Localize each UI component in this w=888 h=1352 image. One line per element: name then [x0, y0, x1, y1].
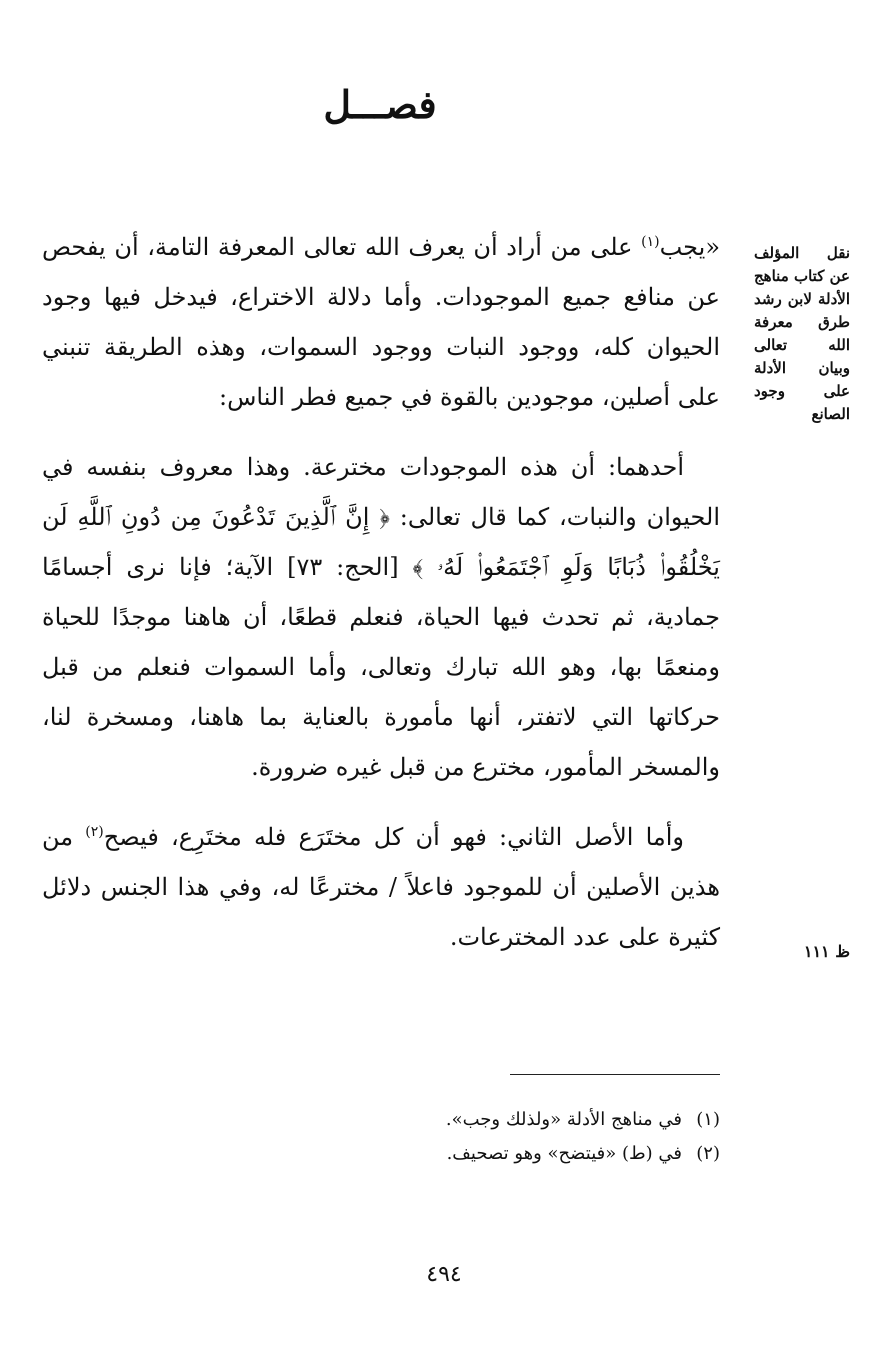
paragraph-1: «يجب$^{(١)}$ على من أراد أن يعرف الله تعالى المعرفة التامة، أن يفحص عن منافع جميع الموجودات. وأما دلالة الاختراع، فيدخل فيها وجود الحيوان كله، ووجود النبات ووجود السموات، وهذه الطريقة تنبني على أصلين، موجودين بالقوة في جميع فطر الناس:	[42, 233, 720, 411]
margin-note: نقل المؤلف عن كتاب مناهج الأدلة لابن رشد طرق معرفة الله تعالى وبيان الأدلة على وجود الصانع	[754, 244, 850, 423]
footnote-text: في مناهج الأدلة «ولذلك وجب».	[445, 1109, 682, 1130]
footnote-ref-1: (١)	[641, 234, 660, 250]
footnote-ref-2: (٢)	[85, 824, 104, 840]
paragraph-3: وأما الأصل الثاني: فهو أن كل مختَرَع فله مختَرِع، فيصح$^{(٢)}$ من هذين الأصلين أن للموجود فاعلاً / مخترعًا له، وفي هذا الجنس دلائل كثيرة على عدد المخترعات.	[42, 823, 720, 951]
footnote-2	[320, 1137, 720, 1171]
main-text	[42, 222, 720, 982]
page-number: ٤٩٤	[426, 1262, 462, 1287]
footnote-separator	[510, 1074, 720, 1075]
section-title: فصـــل	[323, 82, 437, 127]
paragraph-2: أحدهما: أن هذه الموجودات مخترعة. وهذا معروف بنفسه في الحيوان والنبات، كما قال تعالى: ﴿ إِنَّ ٱلَّذِينَ تَدْعُونَ مِن دُونِ ٱللَّهِ لَن يَخْلُقُوا۟ ذُبَابًا وَلَوِ ٱجْتَمَعُوا۟ لَهُۥ ﴾ [الحج: ٧٣] الآية؛ فإنا نرى أجسامًا جمادية، ثم تحدث فيها الحياة، فنعلم قطعًا، أن هاهنا موجدًا للحياة ومنعمًا بها، وهو الله تبارك وتعالى، وأما السموات فنعلم من قبل حركاتها التي لاتفتر، أنها مأمورة بالعناية بما هاهنا، ومسخرة لنا، والمسخر المأمور، مخترع من قبل غيره ضرورة.	[42, 453, 720, 781]
footnotes	[320, 1103, 720, 1171]
footnote-text: في (ط) «فيتضح» وهو تصحيف.	[446, 1143, 682, 1164]
manuscript-page-reference: ظ ١١١	[803, 942, 850, 961]
footnote-1	[320, 1103, 720, 1137]
footnote-number: (١)	[696, 1109, 720, 1130]
footnote-number: (٢)	[696, 1143, 720, 1164]
